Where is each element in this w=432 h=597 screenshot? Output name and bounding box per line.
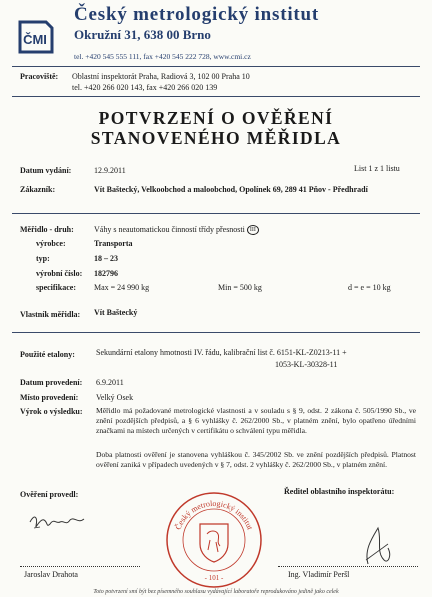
execution-place-label: Místo provedení: <box>20 393 79 402</box>
document-title-line1: POTVRZENÍ O OVĚŘENÍ <box>98 108 334 128</box>
customer-label: Zákazník: <box>20 185 56 194</box>
accuracy-class-badge: III <box>247 225 259 235</box>
model-label: typ: <box>36 254 50 263</box>
issue-date-value: 12.9.2011 <box>94 166 126 175</box>
workplace-divider <box>12 96 420 97</box>
logo-letters: ČMI <box>23 32 47 47</box>
header-divider <box>12 66 420 67</box>
result-label: Výrok o výsledku: <box>20 407 83 416</box>
institute-name: Český metrologický institut <box>74 4 320 25</box>
verifier-signature <box>26 508 90 534</box>
sheet-info: List 1 z 1 listu <box>354 164 400 173</box>
instrument-divider <box>12 332 420 333</box>
document-title-line2: STANOVENÉHO MĚŘIDLA <box>90 128 342 148</box>
owner-label: Vlastník měřidla: <box>20 310 81 319</box>
workplace-label: Pracoviště: <box>20 72 59 81</box>
result-statement: Měřidlo má požadované metrologické vlastnosti a v souladu s § 9, odst. 2 zákona č. 505/1990 Sb., ve znění pozdějších předpisů, a § 6 vyhlášky č. 262/2000 Sb., v platném znění, bylo opatřeno úředními značkami na místech určených v certifikátu o schválení typu měřidla. <box>96 406 416 435</box>
serial-number-label: výrobní číslo: <box>36 269 83 278</box>
customer-divider <box>12 213 420 214</box>
spec-min: Min = 500 kg <box>218 283 262 292</box>
institute-contact: tel. +420 545 555 111, fax +420 545 222 728, www.cmi.cz <box>74 52 251 61</box>
institute-address: Okružní 31, 638 00 Brno <box>74 27 211 42</box>
stamp-ring-textpath: Český metrologický institut <box>173 498 255 532</box>
specification-label: specifikace: <box>36 283 76 292</box>
instrument-type-text: Váhy s neautomatickou činností třídy přesnosti <box>94 225 245 234</box>
director-label: Ředitel oblastního inspektorátu: <box>284 487 395 496</box>
execution-place-value: Velký Osek <box>96 393 134 402</box>
official-stamp <box>164 490 264 590</box>
stamp-number: - 101 - <box>204 574 224 582</box>
issue-date-label: Datum vydání: <box>20 166 72 175</box>
instrument-type-label: Měřidlo - druh: <box>20 225 74 234</box>
coat-of-arms-icon <box>200 524 228 562</box>
workplace-line1: Oblastní inspektorát Praha, Radiová 3, 102 00 Praha 10 <box>72 72 250 81</box>
owner-value: Vít Baštecký <box>94 308 138 317</box>
instrument-type-value <box>94 225 259 235</box>
validity-statement: Doba platnosti ověření je stanovena vyhláškou č. 345/2002 Sb. ve znění pozdějších předpisů. Platnost ověření zaniká v případech uvedených v § 7, odst. 2 vyhlášky č. 262/2000 Sb., v platném znění. <box>96 450 416 469</box>
verified-by-label: Ověření provedl: <box>20 490 79 499</box>
verifier-name: Jaroslav Drahota <box>24 570 78 579</box>
footer-note: Toto potvrzení smí být bez písemného souhlasu vydávající laboratoře reprodukováno jedině jako celek <box>93 589 339 595</box>
execution-date-label: Datum provedení: <box>20 378 83 387</box>
workplace-line2: tel. +420 266 020 143, fax +420 266 020 139 <box>72 83 218 92</box>
director-signature <box>358 520 398 570</box>
manufacturer-label: výrobce: <box>36 239 66 248</box>
customer-value: Vít Baštecký, Velkoobchod a maloobchod, Opolínek 69, 289 41 Pňov - Předhradí <box>94 185 368 194</box>
lion-icon <box>207 531 220 552</box>
execution-date-value: 6.9.2011 <box>96 378 124 387</box>
director-name: Ing. Vladimír Peršl <box>288 570 350 579</box>
standards-line1: Sekundární etalony hmotnosti IV. řádu, kalibrační list č. 6151-KL-Z0213-11 + <box>96 348 347 357</box>
serial-number-value: 182796 <box>94 269 118 278</box>
manufacturer-value: Transporta <box>94 239 133 248</box>
spec-max: Max = 24 990 kg <box>94 283 150 292</box>
standards-label: Použité etalony: <box>20 350 75 359</box>
cmi-logo <box>16 20 56 54</box>
spec-division: d = e = 10 kg <box>348 283 391 292</box>
verifier-signature-line <box>20 566 140 567</box>
model-value: 18 – 23 <box>94 254 118 263</box>
director-signature-line <box>278 566 418 567</box>
standards-line2: 1053-KL-30328-11 <box>275 360 338 369</box>
